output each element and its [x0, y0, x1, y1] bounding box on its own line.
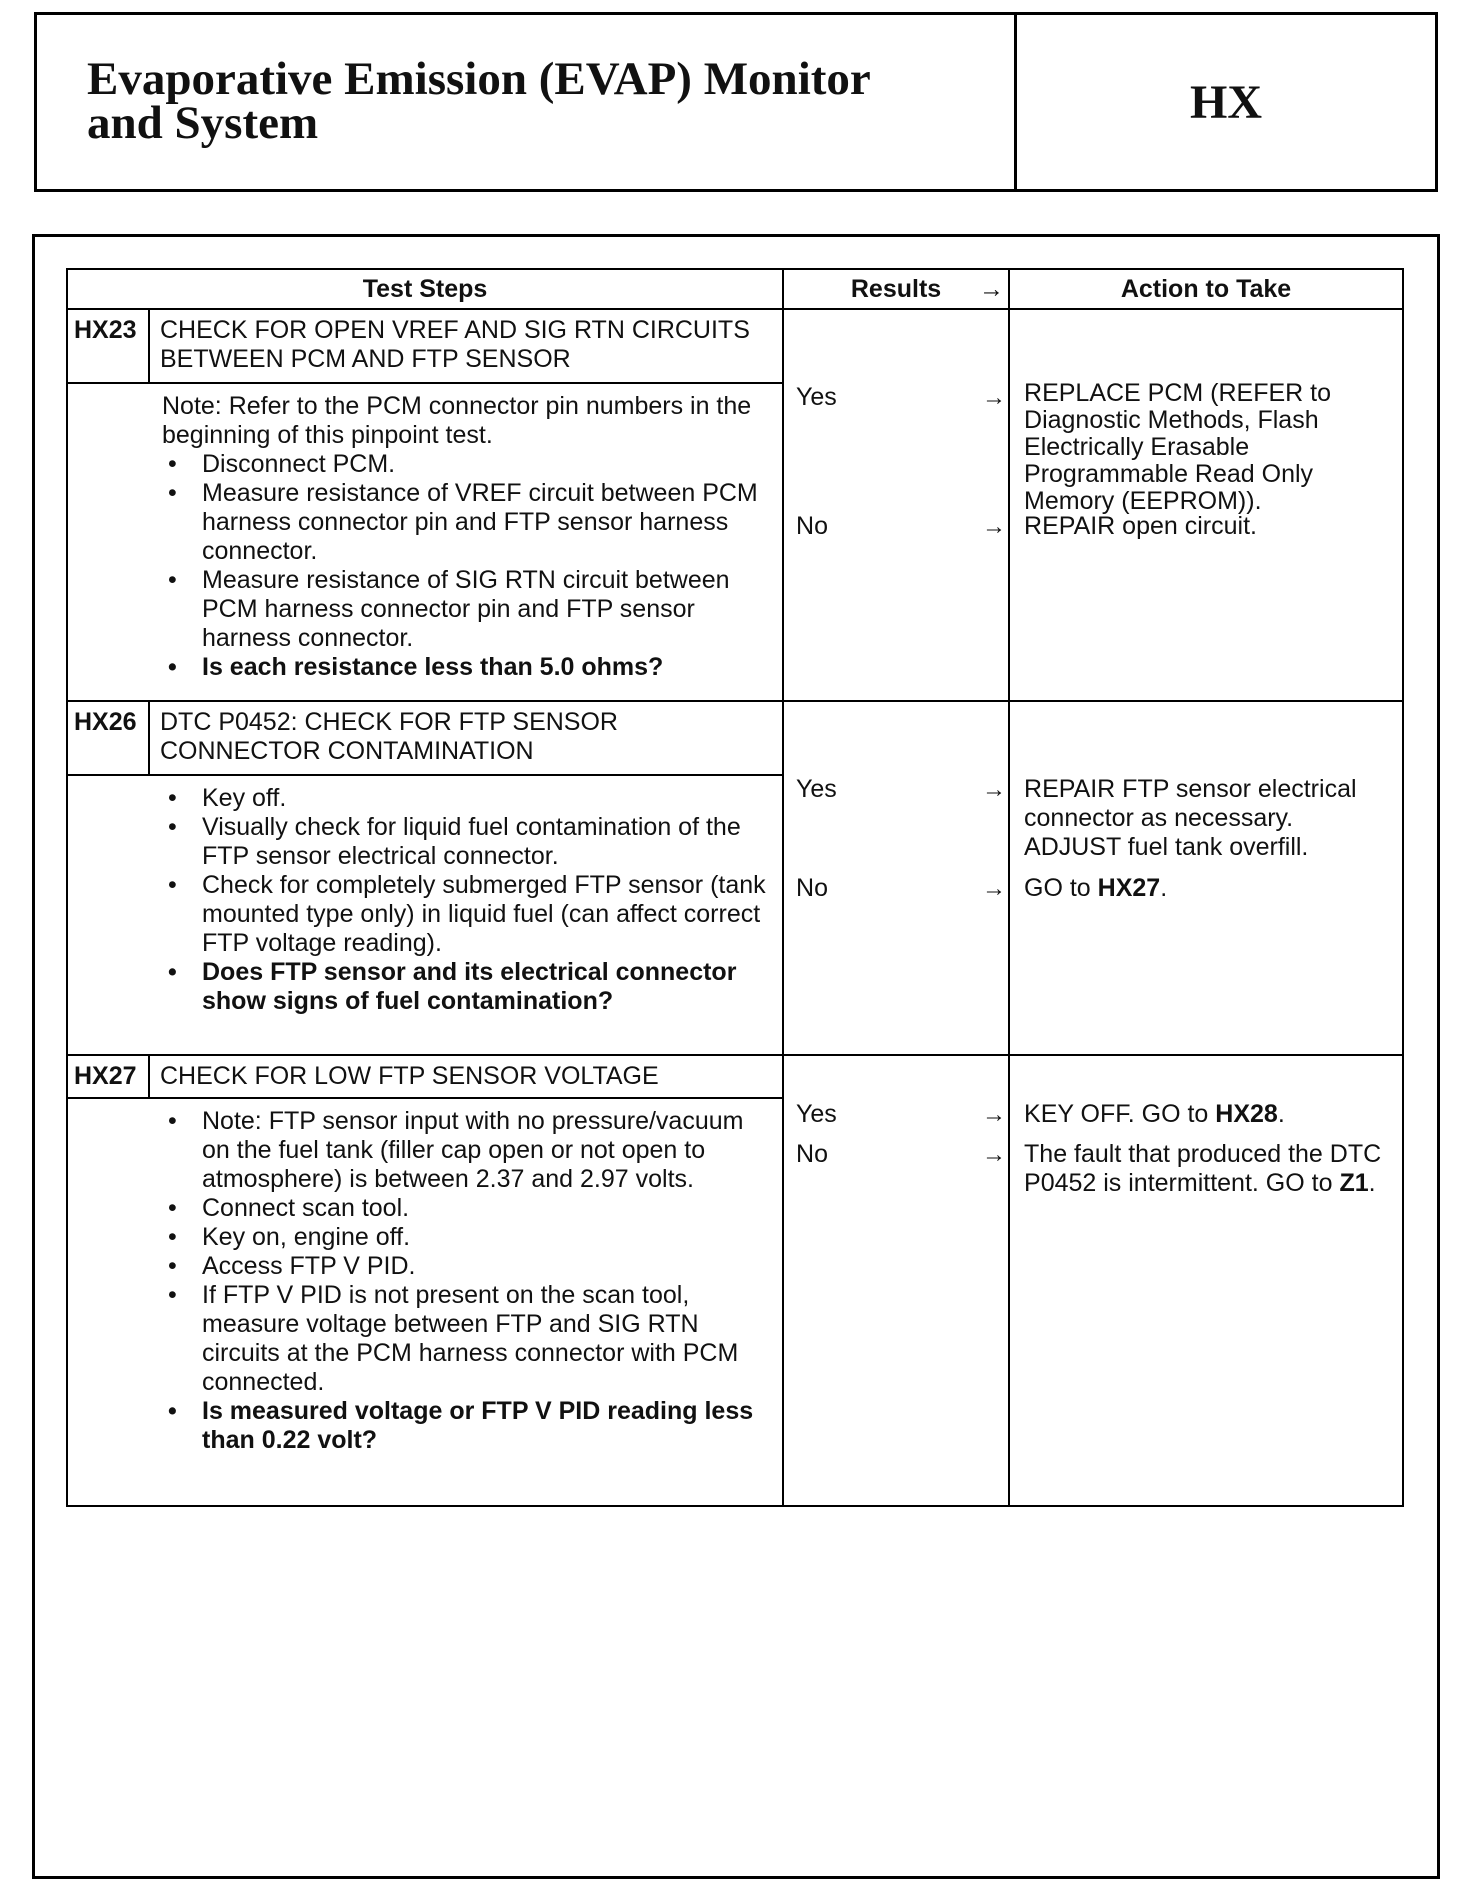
header-test-steps: Test Steps — [67, 269, 783, 309]
list-item: • Is each resistance less than 5.0 ohms? — [202, 653, 772, 682]
header-results — [783, 269, 1009, 309]
action-prefix: The fault that produced the DTC P0452 is intermittent. GO to — [1024, 1140, 1382, 1197]
action-cell — [1009, 701, 1403, 1055]
result-label: Yes — [796, 1100, 837, 1128]
header-action: Action to Take — [1009, 269, 1403, 309]
step-id: HX26 — [67, 701, 149, 775]
page-title-line1: Evaporative Emission (EVAP) Monitor — [87, 53, 871, 105]
page-header — [34, 12, 1438, 192]
list-item: • Measure resistance of SIG RTN circuit between PCM harness connector pin and FTP sensor harness connector. — [202, 566, 772, 653]
action-text: REPAIR open circuit. — [1024, 512, 1257, 540]
test-steps-table — [66, 268, 1404, 1507]
page-title — [37, 15, 1017, 189]
results-cell — [783, 309, 1009, 701]
table-row — [67, 1055, 1403, 1098]
action-cell — [1009, 1055, 1403, 1506]
list-item: • Key on, engine off. — [202, 1223, 772, 1252]
action-cell — [1009, 309, 1403, 701]
results-cell — [783, 701, 1009, 1055]
arrow-icon: → — [982, 776, 1007, 803]
result-no — [796, 874, 1006, 903]
action-prefix: GO to — [1024, 874, 1098, 902]
list-item: • Note: FTP sensor input with no pressure/vacuum on the fuel tank (filler cap open or not open to atmosphere) is between 2.37 and 2.97 volts. — [202, 1107, 772, 1194]
step-body — [67, 383, 783, 701]
list-item: • Does FTP sensor and its electrical connector show signs of fuel contamination? — [202, 958, 772, 1016]
header-results-arrow: → — [979, 274, 1005, 303]
action-suffix: . — [1160, 874, 1168, 902]
arrow-icon: → — [982, 875, 1007, 902]
result-label: Yes — [796, 775, 837, 803]
action-text: REPAIR FTP sensor electrical connector as necessary. ADJUST fuel tank overfill. — [1024, 775, 1357, 861]
action-text: REPLACE PCM (REFER to Diagnostic Methods, Flash Electrically Erasable Programmable Read Only Memory (EEPROM)). — [1024, 379, 1332, 515]
step-link[interactable]: HX28 — [1215, 1100, 1278, 1128]
result-label: No — [796, 874, 828, 902]
table-row — [67, 701, 1403, 775]
step-link[interactable]: HX27 — [1097, 874, 1161, 902]
list-item: • Disconnect PCM. — [202, 450, 772, 479]
result-label: Yes — [796, 383, 837, 411]
arrow-icon: → — [982, 384, 1007, 411]
page-title-line2: and System — [87, 97, 319, 149]
step-title: CHECK FOR OPEN VREF AND SIG RTN CIRCUITS BETWEEN PCM AND FTP SENSOR — [149, 309, 783, 383]
arrow-icon: → — [982, 1101, 1007, 1128]
result-yes — [796, 383, 1006, 412]
section-code: HX — [1190, 75, 1262, 129]
list-item: • If FTP V PID is not present on the scan tool, measure voltage between FTP and SIG RTN circuits at the PCM harness connector with PCM connected. — [202, 1281, 772, 1397]
action-suffix: . — [1277, 1100, 1285, 1128]
step-note: Note: Refer to the PCM connector pin numbers in the beginning of this pinpoint test. — [162, 392, 752, 449]
arrow-icon: → — [982, 513, 1007, 540]
list-item: • Key off. — [202, 784, 772, 813]
step-body — [67, 775, 783, 1055]
result-no — [796, 512, 1006, 541]
step-title: DTC P0452: CHECK FOR FTP SENSOR CONNECTOR CONTAMINATION — [149, 701, 783, 775]
list-item: • Check for completely submerged FTP sensor (tank mounted type only) in liquid fuel (can affect correct FTP voltage reading). — [202, 871, 772, 958]
table-row — [67, 309, 1403, 383]
step-body — [67, 1098, 783, 1506]
action-prefix: KEY OFF. GO to — [1024, 1100, 1216, 1128]
list-item: • Is measured voltage or FTP V PID reading less than 0.22 volt? — [202, 1397, 772, 1455]
step-bullets — [162, 450, 772, 682]
action-text — [1024, 1100, 1392, 1129]
step-id: HX27 — [67, 1055, 149, 1098]
list-item: • Access FTP V PID. — [202, 1252, 772, 1281]
result-label: No — [796, 512, 828, 540]
step-bullets — [162, 784, 772, 1016]
result-yes — [796, 775, 1006, 804]
list-item: • Visually check for liquid fuel contamination of the FTP sensor electrical connector. — [202, 813, 772, 871]
header-results-label: Results — [850, 274, 942, 303]
result-yes — [796, 1100, 1006, 1129]
action-suffix: . — [1368, 1169, 1376, 1197]
arrow-icon: → — [982, 1141, 1007, 1168]
result-label: No — [796, 1140, 828, 1168]
table-header-row — [67, 269, 1403, 309]
step-link[interactable]: Z1 — [1339, 1169, 1369, 1197]
action-text — [1024, 874, 1392, 903]
step-id: HX23 — [67, 309, 149, 383]
list-item: • Connect scan tool. — [202, 1194, 772, 1223]
result-no — [796, 1140, 1006, 1169]
results-cell — [783, 1055, 1009, 1506]
action-text — [1024, 1140, 1392, 1198]
list-item: • Measure resistance of VREF circuit between PCM harness connector pin and FTP sensor harness connector. — [202, 479, 772, 566]
step-bullets — [162, 1107, 772, 1455]
step-title: CHECK FOR LOW FTP SENSOR VOLTAGE — [149, 1055, 783, 1098]
